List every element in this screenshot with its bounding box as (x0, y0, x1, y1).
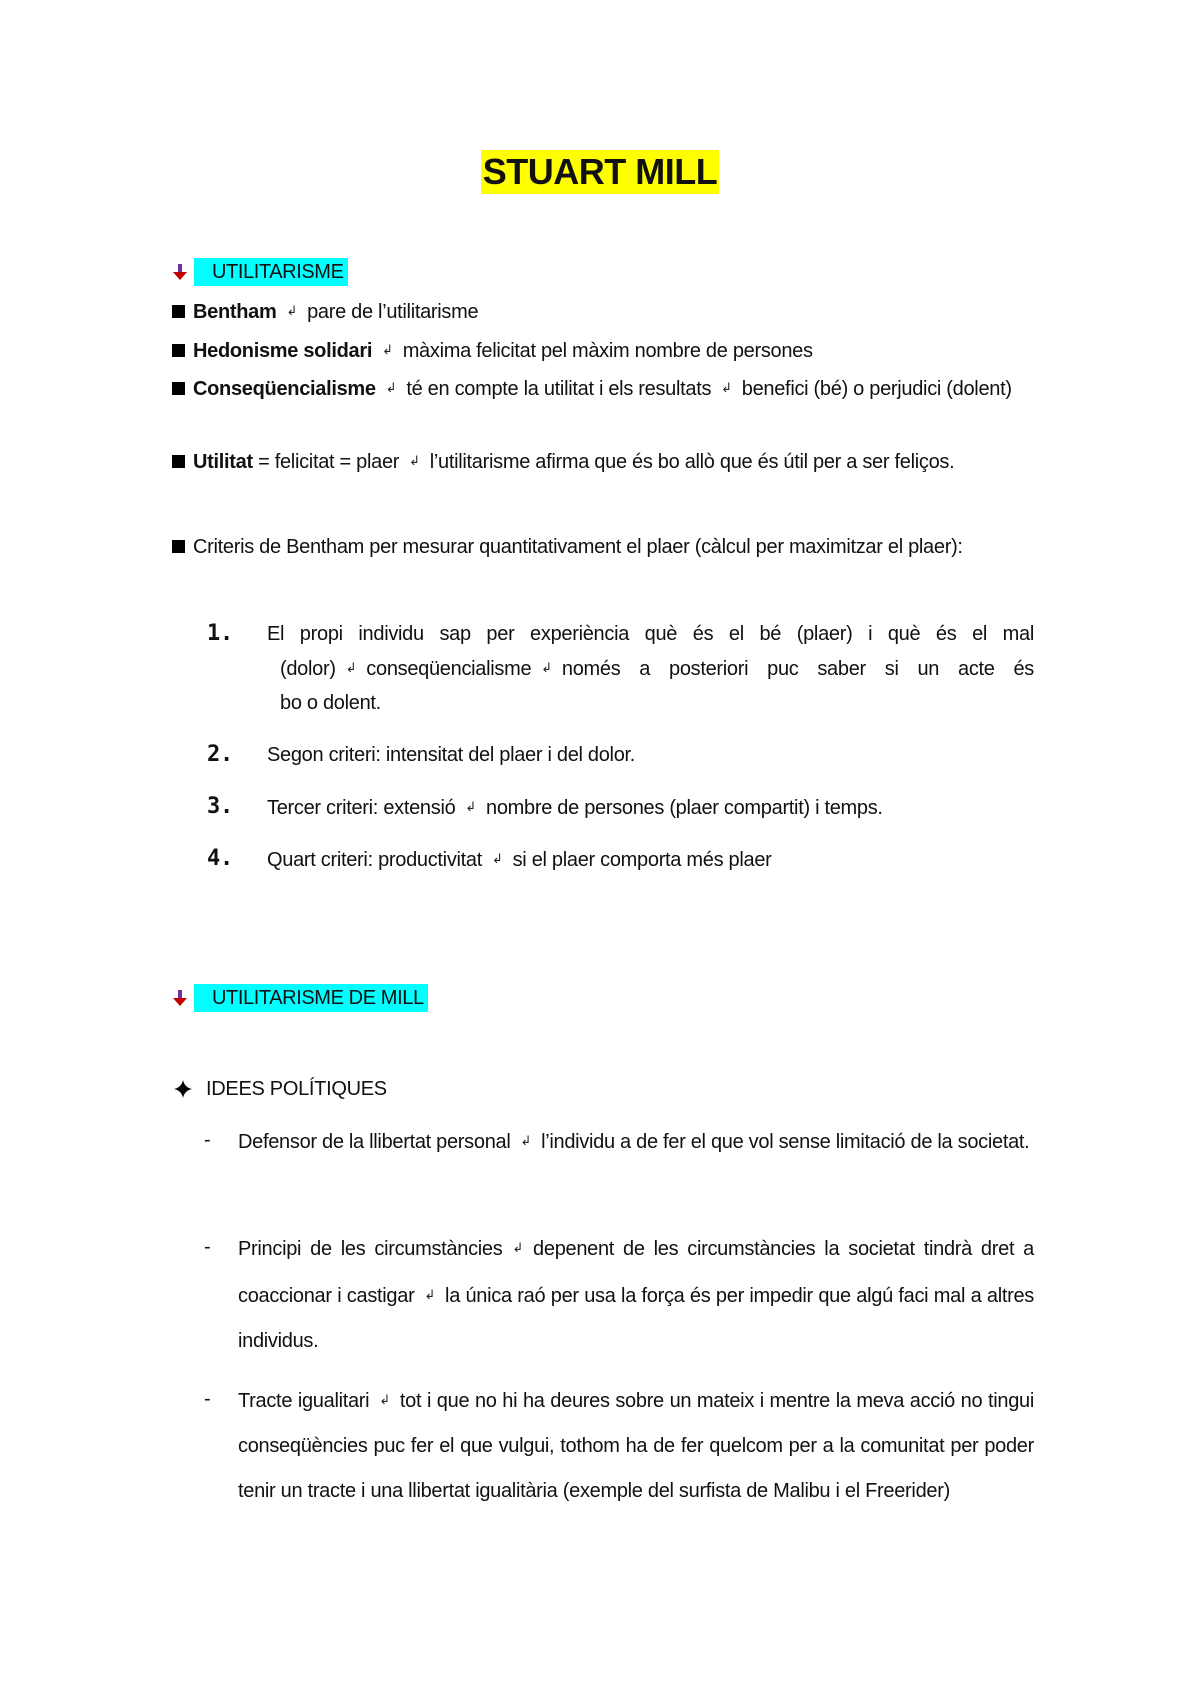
criteria-text-line (267, 790, 1034, 825)
arrow-glyph: ↲ (492, 851, 503, 866)
criteria-text-b: nombre de persones (plaer compartit) i temps. (486, 797, 883, 819)
criteria-text-line2 (280, 651, 1034, 686)
dash-bullet: - (204, 1236, 211, 1258)
criteria-text-d: només a posteriori puc saber si un acte és (561, 658, 1034, 680)
arrow-glyph: ↲ (541, 660, 552, 675)
bullet-text-a: = felicitat = plaer (258, 451, 400, 473)
bullet-term: Utilitat (193, 451, 253, 473)
dash-item-llibertat (204, 1118, 1034, 1165)
dash-item-tracte-igualitari (204, 1377, 1034, 1514)
square-bullet-icon (172, 455, 185, 468)
bullet-term: Bentham (193, 301, 277, 323)
bullet-term: Hedonisme solidari (193, 340, 373, 362)
criteria-number: 3. (207, 794, 233, 819)
arrow-glyph: ↲ (382, 342, 393, 357)
dash-text-b: tot i que no hi ha deures sobre un mateix i mentre la meva acció no tingui conseqüències puc fer el que vulgui, tothom ha de fer quelcom per a la comunitat per poder tenir un tracte i una llibertat igualitària (exemple del surfista de Malibu i el Freerider) (238, 1390, 1034, 1502)
dash-text-a: Principi de les circumstàncies (238, 1238, 503, 1260)
arrow-down-icon (172, 263, 188, 281)
dash-text-b: l’individu a de fer el que vol sense limitació de la societat. (541, 1131, 1030, 1153)
title-wrap (0, 150, 1200, 194)
bullet-term: Conseqüencialisme (193, 378, 376, 400)
criteria-item-2 (207, 738, 1034, 772)
bullet-bentham (172, 294, 1034, 329)
dash-bullet: - (204, 1388, 211, 1410)
bullet-text-b: l’utilitarisme afirma que és bo allò que és útil per a ser feliços. (429, 451, 955, 473)
arrow-glyph: ↲ (424, 1287, 436, 1302)
dash-bullet: - (204, 1129, 211, 1151)
criteria-item-1 (207, 617, 1034, 720)
dash-item-circumstancies (204, 1225, 1034, 1364)
arrow-glyph: ↲ (520, 1133, 532, 1148)
criteria-text-a: El propi individu sap per experiència què és el bé (plaer) i què és el mal (267, 623, 1034, 645)
criteria-text-a: Tercer criteri: extensió (267, 797, 456, 819)
diamond-bullet-icon (174, 1080, 192, 1098)
bullet-text-a: té en compte la utilitat i els resultats (406, 378, 712, 400)
criteria-text-b: (dolor) (280, 658, 336, 680)
dash-item-text (238, 1118, 1034, 1165)
criteria-text-a: Segon criteri: intensitat del plaer i del dolor. (267, 744, 636, 766)
criteria-number: 1. (207, 621, 233, 646)
section-heading-mill (172, 983, 428, 1013)
arrow-glyph: ↲ (385, 380, 397, 395)
dash-item-text (238, 1377, 1034, 1514)
page-title: STUART MILL (482, 151, 718, 192)
section-heading-label: UTILITARISME (194, 258, 348, 286)
bullet-text: pare de l’utilitarisme (307, 301, 479, 323)
square-bullet-icon (172, 344, 185, 357)
dash-text-a: Defensor de la llibertat personal (238, 1131, 511, 1153)
criteria-item-4 (207, 842, 1034, 877)
arrow-glyph: ↲ (512, 1240, 524, 1255)
square-bullet-icon (172, 305, 185, 318)
bullet-consequencialisme (172, 371, 1034, 406)
bullet-text: màxima felicitat pel màxim nombre de persones (402, 340, 813, 362)
criteria-item-3 (207, 790, 1034, 825)
bullet-hedonisme (172, 333, 1034, 368)
arrow-down-icon (172, 989, 188, 1007)
bullet-text-b: benefici (bé) o perjudici (dolent) (741, 378, 1012, 400)
arrow-glyph: ↲ (345, 660, 357, 675)
arrow-glyph: ↲ (721, 380, 732, 395)
criteria-number: 2. (207, 742, 233, 767)
bullet-utilitat (172, 444, 1034, 479)
dash-text-b: depenent de les circumstàncies la societat tindrà dret a coaccionar i castigar (238, 1238, 1034, 1307)
square-bullet-icon (172, 382, 185, 395)
dash-item-text (238, 1225, 1034, 1364)
criteria-text-b: si el plaer comporta més plaer (512, 849, 772, 871)
criteria-text-e: bo o dolent. (280, 692, 381, 714)
criteria-text-line1 (267, 617, 1034, 651)
dash-text-a: Tracte igualitari (238, 1390, 370, 1412)
subheading-idees-politiques (174, 1074, 387, 1104)
section-heading-utilitarisme (172, 257, 348, 287)
subheading-label: IDEES POLÍTIQUES (206, 1078, 387, 1100)
arrow-glyph: ↲ (465, 799, 477, 814)
criteria-text-c: conseqüencialisme (366, 658, 532, 680)
criteria-text-a: Quart criteri: productivitat (267, 849, 483, 871)
criteria-text-line (267, 842, 1034, 877)
criteria-intro (172, 530, 1034, 564)
arrow-glyph: ↲ (409, 453, 420, 468)
criteria-number: 4. (207, 846, 233, 871)
square-bullet-icon (172, 540, 185, 553)
dash-text-c: la única raó per usa la força és per impedir que algú faci mal a altres individus. (238, 1285, 1034, 1352)
arrow-glyph: ↲ (286, 303, 298, 318)
section-heading-label: UTILITARISME DE MILL (194, 984, 428, 1012)
criteria-intro-text: Criteris de Bentham per mesurar quantitativament el plaer (càlcul per maximitzar el plaer): (193, 536, 963, 558)
arrow-glyph: ↲ (379, 1392, 390, 1407)
